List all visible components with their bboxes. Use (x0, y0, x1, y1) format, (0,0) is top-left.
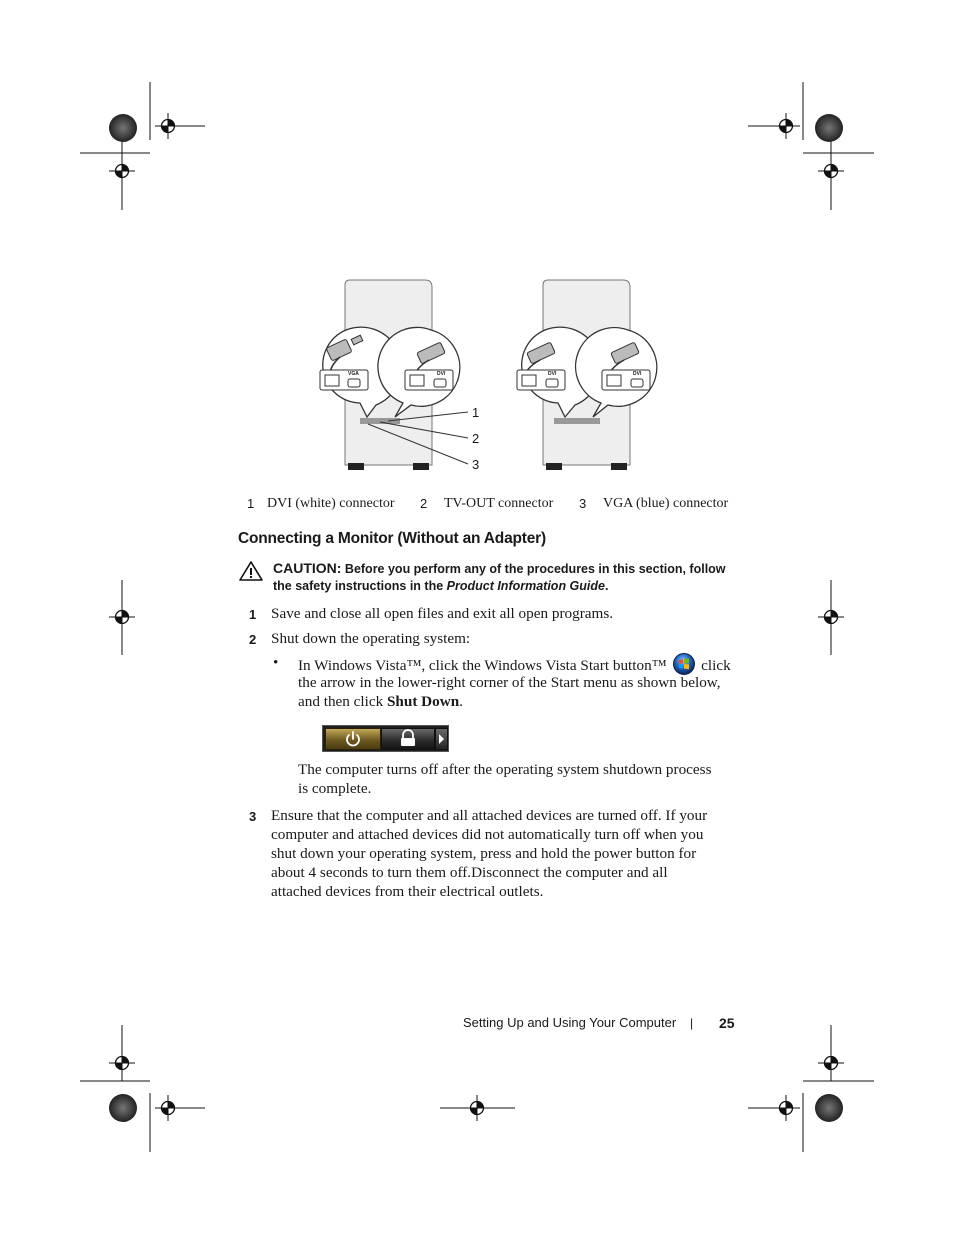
dvi-port-label-3: DVI (633, 371, 642, 377)
power-button[interactable] (325, 728, 381, 750)
page-number: 25 (719, 1015, 735, 1031)
caution-triangle-icon (238, 560, 264, 582)
step-3-line: Ensure that the computer and all attached devices are turned off. If your (271, 807, 708, 824)
step-number: 2 (249, 632, 257, 647)
caution-body: Before you perform any of the procedures in this section, follow the safety instructions in the (273, 562, 726, 593)
footer-section-title: Setting Up and Using Your Computer (463, 1015, 677, 1030)
bullet-text-1a: In Windows Vista™, click the Windows Vista Start button™ (298, 657, 667, 674)
step-number: 3 (249, 809, 257, 824)
bullet-text-3b: . (459, 693, 463, 710)
windows-vista-start-orb-icon (672, 653, 696, 675)
bullet-text-3a: and then click (298, 693, 387, 710)
connector-figure (300, 275, 700, 475)
shutdown-options-arrow-button[interactable] (435, 728, 448, 750)
dvi-port-label-1: DVI (437, 371, 446, 377)
legend-num-3: 3 (579, 496, 587, 511)
lock-icon (382, 729, 434, 749)
lock-button[interactable] (381, 728, 435, 750)
shut-down-term: Shut Down (386, 693, 460, 710)
step-3-line: shut down your operating system, press and hold the power button for (271, 845, 697, 862)
bullet-line-2: the arrow in the lower-right corner of the Start menu as shown below, (298, 674, 721, 691)
dvi-port-label-2: DVI (548, 371, 557, 377)
bullet-mark: • (273, 654, 279, 671)
section-title: Connecting a Monitor (Without an Adapter) (238, 530, 546, 547)
caution-end: . (604, 579, 609, 593)
caution-guide-title: Product Information Guide (446, 579, 605, 593)
legend-num-2: 2 (420, 496, 428, 511)
step-3-line: attached devices from their electrical outlets. (271, 883, 544, 900)
bullet-text-1b: click (701, 657, 731, 674)
callout-3: 3 (472, 457, 480, 472)
shutdown-note-line-2: is complete. (298, 780, 372, 797)
legend-label-1: DVI (white) connector (267, 496, 395, 511)
step-text (271, 806, 707, 901)
step-number: 1 (249, 607, 257, 622)
caution-label: CAUTION: (273, 560, 342, 576)
vga-port-label: VGA (348, 371, 359, 377)
bullet-line-1 (298, 653, 731, 675)
caution-text (273, 560, 743, 595)
step-3-line: computer and attached devices did not automatically turn off when you (271, 826, 704, 843)
shutdown-note (298, 760, 748, 798)
callout-1: 1 (472, 405, 480, 420)
figure-legend (247, 496, 747, 514)
vista-shutdown-bar (322, 725, 449, 752)
step-text: Save and close all open files and exit all open programs. (271, 605, 614, 622)
power-icon (326, 729, 380, 749)
step-text: Shut down the operating system: (271, 630, 471, 647)
chevron-right-icon (436, 729, 447, 749)
shutdown-note-line-1: The computer turns off after the operating system shutdown process (298, 761, 712, 778)
legend-num-1: 1 (247, 496, 255, 511)
legend-label-3: VGA (blue) connector (603, 496, 729, 511)
callout-2: 2 (472, 431, 480, 446)
step-3-line: about 4 seconds to turn them off.Disconnect the computer and all (271, 864, 668, 881)
footer-separator: | (690, 1016, 694, 1030)
bullet-line-3 (298, 692, 463, 711)
legend-label-2: TV-OUT connector (444, 496, 554, 511)
